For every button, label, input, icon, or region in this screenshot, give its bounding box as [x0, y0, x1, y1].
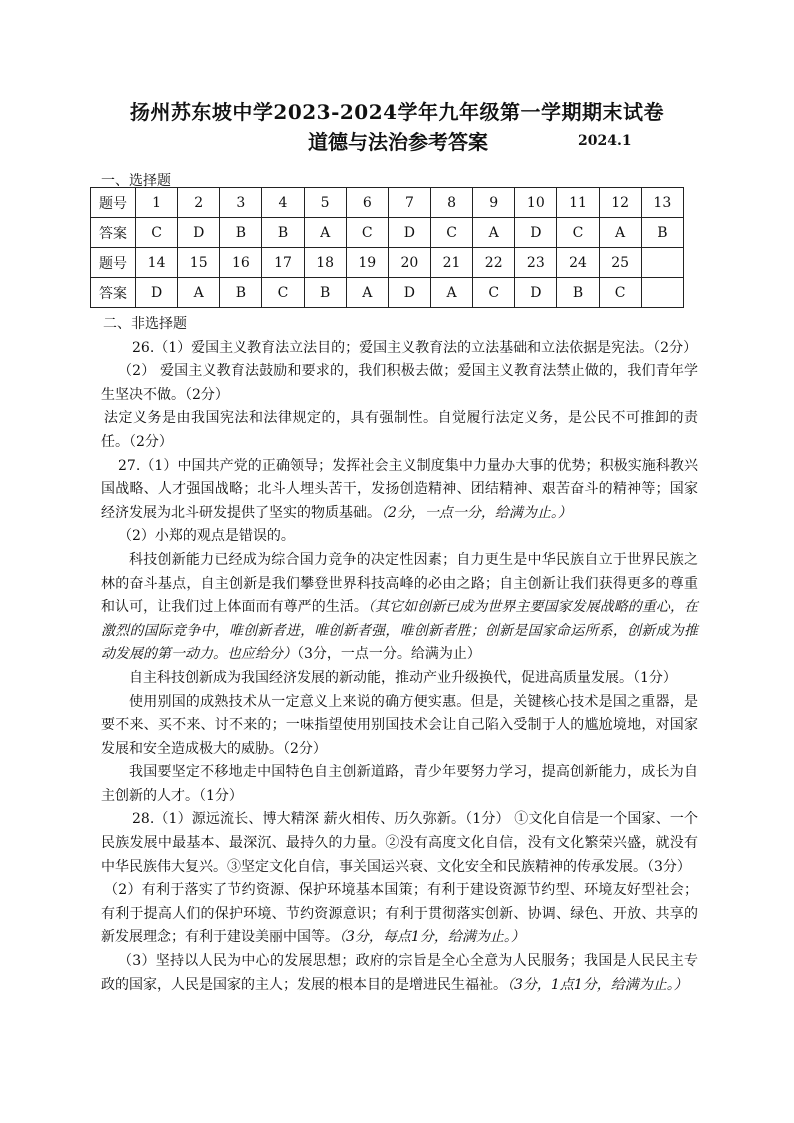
- answer-27-2a-note: （其它如创新已成为世界主要国家发展战略的重心，在激烈的国际竞争中，唯创新者进，唯创新者强，唯创新者胜；创新是国家命运所系，创新成为推动发展的第一动力。也应给分）: [101, 599, 699, 663]
- answer-28-3-text: （3）坚持以人民为中心的发展思想；政府的宗旨是全心全意为人民服务；我国是人民民主专政的国家，人民是国家的主人；发展的根本目的是增进民生福祉。: [101, 953, 698, 993]
- answer-table-cell: A: [599, 218, 641, 248]
- answer-27-2a-score: （3分，一点一分。给满为止）: [297, 646, 481, 663]
- answer-28-2-text: （2）有利于落实了节约资源、保护环境基本国策；有利于建设资源节约型、环境友好型社会；有利于提高人们的保护环境、节约资源意识；有利于贯彻落实创新、协调、绿色、开放、共享的新发展理念；有利于建设美丽中国等。: [101, 882, 698, 946]
- answer-27-1: [101, 455, 698, 526]
- section-heading-nonchoice: 二、非选择题: [103, 316, 187, 332]
- answer-table-cell: C: [136, 218, 178, 248]
- answer-table-cell: 1: [136, 188, 178, 218]
- answer-table-cell: 12: [599, 188, 641, 218]
- answer-table-cell: C: [346, 218, 388, 248]
- answer-table-cell: C: [262, 278, 304, 308]
- answer-table-cell: B: [262, 218, 304, 248]
- answer-table-cell: C: [430, 218, 472, 248]
- answer-table-cell: B: [557, 278, 599, 308]
- answer-27-2: （2）小郑的观点是错误的。: [118, 528, 295, 545]
- answer-table-cell: C: [557, 218, 599, 248]
- answer-26-2: （2） 爱国主义教育法鼓励和要求的，我们积极去做；爱国主义教育法禁止做的，我们青年学生坚决不做。（2分）: [101, 363, 698, 403]
- answer-table: [90, 187, 684, 308]
- answer-26-1: 26.（1）爱国主义教育法立法目的；爱国主义教育法的立法基础和立法依据是宪法。（2分）: [132, 339, 698, 356]
- answer-26-3: 法定义务是由我国宪法和法律规定的，具有强制性。自觉履行法定义务，是公民不可推卸的责任。（2分）: [101, 410, 698, 450]
- answer-table-cell: B: [220, 278, 262, 308]
- answer-table-row: [91, 188, 684, 218]
- answer-table-cell: 23: [515, 248, 557, 278]
- answer-table-cell: 5: [304, 188, 346, 218]
- answer-table-cell: A: [304, 218, 346, 248]
- answer-table-cell: B: [304, 278, 346, 308]
- answer-table-cell: 3: [220, 188, 262, 218]
- answer-table-cell: D: [136, 278, 178, 308]
- answer-table-cell: A: [473, 218, 515, 248]
- exam-date: 2024.1: [578, 133, 632, 149]
- answer-table-row-label: 题号: [91, 248, 136, 278]
- answer-table-cell: 18: [304, 248, 346, 278]
- answer-27-2a: [101, 549, 698, 667]
- answer-table-cell: 22: [473, 248, 515, 278]
- answer-table-cell: B: [220, 218, 262, 248]
- answer-table-cell: [641, 248, 683, 278]
- answer-table-row: [91, 248, 684, 278]
- exam-subtitle: 道德与法治参考答案: [308, 130, 488, 154]
- answer-table-cell: D: [388, 278, 430, 308]
- answer-27-2a-text: 科技创新能力已经成为综合国力竞争的决定性因素；自力更生是中华民族自立于世界民族之林的奋斗基点，自主创新是我们攀登世界科技高峰的必由之路；自主创新让我们获得更多的尊重和认可，让我们过上体面而有尊严的生活。: [101, 551, 698, 616]
- answer-table-cell: C: [473, 278, 515, 308]
- answer-table-cell: 13: [641, 188, 683, 218]
- answer-table-row-label: 答案: [91, 218, 136, 248]
- answer-table-cell: A: [346, 278, 388, 308]
- answer-table-row-label: 题号: [91, 188, 136, 218]
- answer-table-cell: D: [178, 218, 220, 248]
- section-heading-choice: 一、选择题: [101, 173, 171, 189]
- answer-table-row-label: 答案: [91, 278, 136, 308]
- answer-table-cell: D: [515, 218, 557, 248]
- answer-table-row: [91, 218, 684, 248]
- answer-table-cell: A: [430, 278, 472, 308]
- answer-28-3: [101, 950, 698, 997]
- answer-table-cell: 2: [178, 188, 220, 218]
- answer-table-cell: 9: [473, 188, 515, 218]
- answer-body: [101, 313, 698, 997]
- answer-table-cell: 7: [388, 188, 430, 218]
- answer-27-1-text: 27.（1）中国共产党的正确领导；发挥社会主义制度集中力量办大事的优势；积极实施科教兴国战略、人才强国战略；北斗人埋头苦干，发扬创造精神、团结精神、艰苦奋斗的精神等；国家经济发展为北斗研发提供了坚实的物质基础。: [101, 457, 698, 521]
- answer-table-cell: 8: [430, 188, 472, 218]
- answer-table-cell: 15: [178, 248, 220, 278]
- answer-table-cell: 25: [599, 248, 641, 278]
- answer-table-cell: 21: [430, 248, 472, 278]
- answer-28-2-note: （3分，每点1分，给满为止。）: [339, 929, 525, 946]
- answer-table-cell: 17: [262, 248, 304, 278]
- answer-table-cell: 14: [136, 248, 178, 278]
- answer-table-cell: 24: [557, 248, 599, 278]
- answer-table-cell: [641, 278, 683, 308]
- answer-27-1-note: （2分，一点一分，给满为止。）: [381, 504, 572, 521]
- answer-table-cell: 6: [346, 188, 388, 218]
- answer-table-cell: A: [178, 278, 220, 308]
- answer-28-2: [101, 879, 698, 950]
- answer-table-cell: 20: [388, 248, 430, 278]
- answer-table-cell: B: [641, 218, 683, 248]
- answer-table-cell: D: [388, 218, 430, 248]
- answer-27-2d: 我国要坚定不移地走中国特色自主创新道路，青少年要努力学习，提高创新能力，成长为自主创新的人才。（1分）: [101, 764, 698, 804]
- exam-title: 扬州苏东坡中学2023-2024学年九年级第一学期期末试卷: [129, 100, 665, 124]
- answer-table-cell: C: [599, 278, 641, 308]
- answer-table-cell: 11: [557, 188, 599, 218]
- answer-table-row: [91, 278, 684, 308]
- answer-table-cell: 4: [262, 188, 304, 218]
- answer-table-cell: D: [515, 278, 557, 308]
- answer-27-2c: 使用别国的成熟技术从一定意义上来说的确方便实惠。但是，关键核心技术是国之重器，是要不来、买不来、讨不来的；一味指望使用别国技术会让自己陷入受制于人的尴尬境地，对国家发展和安全造成极大的威胁。（2分）: [101, 693, 698, 757]
- answer-table-cell: 19: [346, 248, 388, 278]
- answer-27-2b: 自主科技创新成为我国经济发展的新动能，推动产业升级换代，促进高质量发展。（1分）: [129, 669, 677, 686]
- answer-table-cell: 10: [515, 188, 557, 218]
- answer-28-1: 28.（1）源远流长、博大精深 薪火相传、历久弥新。（1分） ①文化自信是一个国家、一个民族发展中最基本、最深沉、最持久的力量。②没有高度文化自信，没有文化繁荣兴盛，就没有中华民族伟大复兴。③坚定文化自信，事关国运兴衰、文化安全和民族精神的传承发展。（3分）: [101, 811, 698, 875]
- answer-28-3-note: （3分，1点1分，给满为止。）: [507, 976, 688, 993]
- answer-table-cell: 16: [220, 248, 262, 278]
